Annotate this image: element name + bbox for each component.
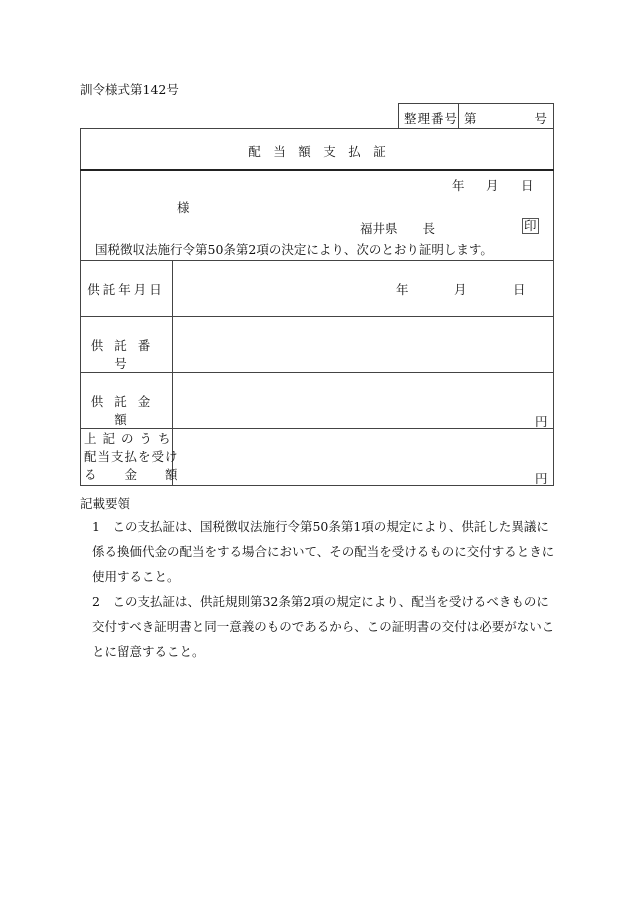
seal-mark: 印 bbox=[524, 218, 537, 233]
deposit-date-year: 年 bbox=[396, 282, 409, 297]
deposit-date-day: 日 bbox=[513, 282, 526, 297]
issue-date-year: 年 bbox=[452, 178, 465, 193]
deposit-date-month: 月 bbox=[454, 282, 467, 297]
issuer: 福井県 長 bbox=[360, 221, 436, 236]
dividend-amount-label bbox=[84, 430, 179, 484]
statement: 国税徴収法施行令第50条第2項の決定により、次のとおり証明します。 bbox=[95, 242, 493, 257]
notes-heading: 記載要領 bbox=[80, 496, 131, 511]
label-line: 配当支払を受け bbox=[84, 449, 179, 464]
reference-number-label: 整理番号 bbox=[404, 111, 459, 126]
title-divider bbox=[80, 169, 554, 171]
issue-date-day: 日 bbox=[521, 178, 534, 193]
deposit-date-label: 供託年月日 bbox=[87, 282, 165, 297]
label-line: る 金 額 bbox=[84, 467, 179, 482]
document-title: 配 当 額 支 払 証 bbox=[248, 144, 386, 159]
form-number: 訓令様式第142号 bbox=[80, 82, 179, 97]
deposit-amount-unit: 円 bbox=[535, 414, 548, 429]
label-line: 上記のうち bbox=[84, 431, 177, 446]
issue-date-month: 月 bbox=[486, 178, 499, 193]
deposit-number-label: 供託番号 bbox=[90, 338, 162, 371]
reference-prefix: 第 bbox=[464, 111, 477, 126]
addressee-suffix: 様 bbox=[177, 200, 190, 215]
note-item-2: 2 この支払証は、供託規則第32条第2項の規定により、配当を受けるべきものに交付すべき証明書と同一意義のものであるから、この証明書の交付は必要がないことに留意すること。 bbox=[92, 594, 555, 659]
reference-number-box bbox=[398, 103, 554, 129]
reference-suffix: 号 bbox=[534, 111, 547, 126]
dividend-amount-unit: 円 bbox=[535, 471, 548, 486]
deposit-amount-label: 供託金額 bbox=[90, 394, 162, 427]
note-item-1: 1 この支払証は、国税徴収法施行令第50条第1項の規定により、供託した異議に係る換価代金の配当をする場合において、その配当を受けるものに交付するときに使用すること。 bbox=[92, 519, 555, 584]
